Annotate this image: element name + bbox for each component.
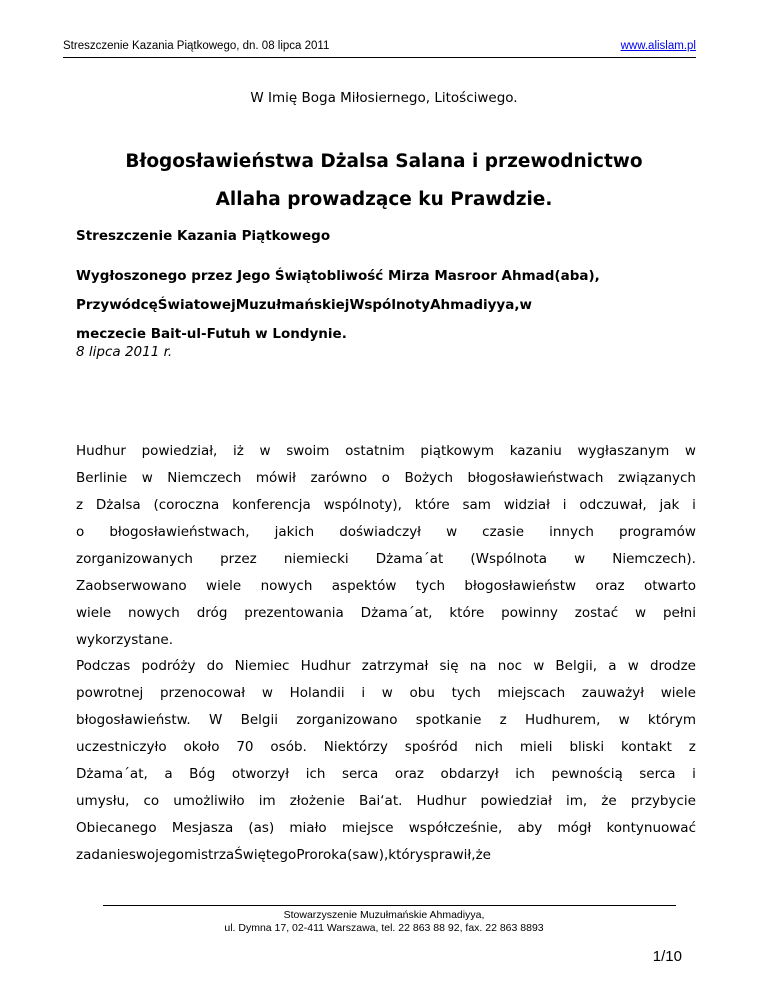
text-line: powrotnej przenocował w Holandii i w obu tych miejscach zauważył wiele xyxy=(76,685,696,701)
text-line: uczestniczyło około 70 osób. Niektórzy spośród nich mieli bliski kontakt z xyxy=(76,739,696,755)
document-title xyxy=(80,143,688,219)
paragraph-2 xyxy=(76,653,696,869)
paragraph-1 xyxy=(76,438,696,654)
text-line: umysłu, co umożliwiło im złożenie Bai‘at. Hudhur powiedział im, że przybycie xyxy=(76,793,696,809)
speaker-line-2-word: Muzułmańskiej xyxy=(235,297,350,313)
speaker-line-1: Wygłoszonego przez Jego Świątobliwość Mirza Masroor Ahmad(aba), xyxy=(76,268,600,284)
speaker-line-2-word: Światowej xyxy=(157,297,236,313)
title-line-1: Błogosławieństwa Dżalsa Salana i przewodnictwo xyxy=(125,151,643,172)
text-line: Hudhur powiedział, iż w swoim ostatnim piątkowym kazaniu wygłaszanym w xyxy=(76,443,696,459)
text-line: Obiecanego Mesjasza (as) miało miejsce współcześnie, aby mógł kontynuować xyxy=(76,820,696,836)
text-line: Zaobserwowano wiele nowych aspektów tych błogosławieństw oraz otwarto xyxy=(76,578,696,594)
speaker-line-2-word: w xyxy=(519,297,532,313)
speaker-info xyxy=(76,262,696,349)
text-line: Podczas podróży do Niemiec Hudhur zatrzymał się na noc w Belgii, a w drodze xyxy=(76,658,696,674)
header-document-title: Streszczenie Kazania Piątkowego, dn. 08 lipca 2011 xyxy=(63,40,330,52)
header-website-link[interactable]: www.alislam.pl xyxy=(620,40,696,52)
speaker-line-2 xyxy=(76,291,696,320)
text-line: wiele nowych dróg prezentowania Dżama´at, które powinny zostać w pełni xyxy=(76,605,696,621)
page-header xyxy=(63,40,696,58)
text-line: błogosławieństw. W Belgii zorganizowano spotkanie z Hudhurem, w którym xyxy=(76,712,696,728)
invocation: W Imię Boga Miłosiernego, Litościwego. xyxy=(250,90,518,106)
text-line: o błogosławieństwach, jakich doświadczył w czasie innych programów xyxy=(76,524,696,540)
text-line: zorganizowanych przez niemiecki Dżama´at (Wspólnota w Niemczech). xyxy=(76,551,696,567)
text-line: Dżama´at, a Bóg otworzył ich serca oraz obdarzył ich pewnością serca i xyxy=(76,766,696,782)
footer-organization: Stowarzyszenie Muzułmańskie Ahmadiyya, xyxy=(283,909,485,921)
speaker-line-3: meczecie Bait-ul-Futuh w Londynie. xyxy=(76,326,347,342)
speaker-line-2-word: Wspólnoty xyxy=(349,297,431,313)
page-footer xyxy=(0,909,768,935)
text-line: wykorzystane. xyxy=(76,632,174,648)
speaker-line-2-word: Przywódcę xyxy=(76,297,158,313)
text-line: Berlinie w Niemczech mówił zarówno o Bożych błogosławieństwach związanych xyxy=(76,470,696,486)
sermon-date: 8 lipca 2011 r. xyxy=(76,344,173,360)
page-number: 1/10 xyxy=(652,948,682,965)
footer-address: ul. Dymna 17, 02-411 Warszawa, tel. 22 863 88 92, fax. 22 863 8893 xyxy=(224,922,544,934)
header-divider xyxy=(63,57,696,58)
speaker-line-2-word: Ahmadiyya, xyxy=(430,297,520,313)
text-line: z Dżalsa (coroczna konferencja wspólnoty), które sam widział i odczuwał, jak i xyxy=(76,497,696,513)
title-line-2: Allaha prowadzące ku Prawdzie. xyxy=(215,189,553,210)
text-line: zadanie swojego mistrza Świętego Proroka (saw), który sprawił, że xyxy=(76,847,491,863)
footer-divider xyxy=(103,905,676,906)
subtitle: Streszczenie Kazania Piątkowego xyxy=(76,228,331,244)
